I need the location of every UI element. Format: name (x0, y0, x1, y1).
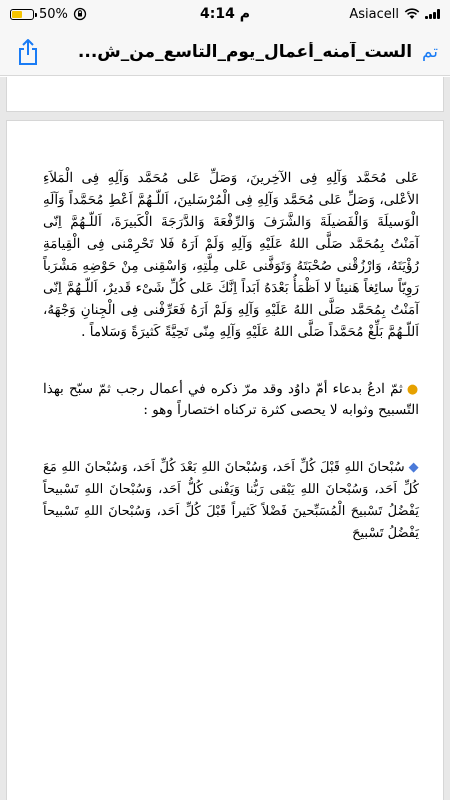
status-left (10, 7, 87, 22)
battery-fill (12, 11, 22, 18)
done-button[interactable]: تم (421, 41, 438, 62)
bullet-icon: ● (406, 382, 420, 397)
dua-paragraph: عَلى مُحَمَّد وَآلِهِ فِى الآخِرينَ، وَصَلِّ عَلى مُحَمَّد وَآلِهِ فِى الْمَلاَءِ الأعْلى، وَصَلِّ عَلى مُحَمَّد وَآلِهِ فِى الْمُرْسَلينَ، اَللّـهُمَّ اَعْطِ مُحَمَّداً وَآلَهِ الْوَسيلَةَ وَالْفَضيلَةَ وَالشَّرَفَ وَالرِّفْعَةَ وَالدَّرَجَةَ الْكَبيرَةَ، اَللّـهُمَّ اِنّى آمَنْتُ بِمُحَمَّد صَلَّى اللهُ عَلَيْهِ وَآلِهِ وَلَمْ اَرَهُ فَلا تَحْرِمْنى فِى الْقِيامَةِ رُؤْيَتَهُ، وَارْزُقْنى صُحْبَتَهُ وَتَوَفَّنى عَلى مِلَّتِهِ، وَاسْقِنى مِنْ حَوْضِهِ مَشْرَباً رَوِيّاً سائِغاً هَنيئاً لا اَظْمَأُ بَعْدَهُ اَبَداً اِنَّكَ عَلى كُلِّ شَىْء قَديرٌ، اَللّـهُمَّ اِنّى آمَنْتُ بِمُحَمَّد صَلَّى اللهُ عَلَيْهِ وَآلِهِ وَلَمْ اَرَهُ فَعَرِّفْنى فِى الْجِنانِ وَجْهَهُ، اَللّـهُمَّ بَلِّغْ مُحَمَّداً صَلَّى اللهُ عَلَيْهِ وَآلِهِ مِنّى تَحِيَّةً كَثيرَةً وَسَلاماً . (43, 170, 419, 340)
signal-icon (425, 9, 440, 19)
instruction-text: ثمّ ادعُ بدعاء أمّ داوُد وقد مرّ ذكره في أعمال رجب ثمّ سبّح بهذا التّسبيح وثوابه لا يحصى كثرة تركناه اختصاراً وهو : (43, 381, 419, 418)
bullet-icon: ◆ (408, 460, 420, 475)
document-title: الست_آمنه_أعمال_يوم_التاسع_من_ش... (77, 41, 413, 62)
share-button[interactable] (12, 34, 44, 70)
previous-page (6, 77, 444, 112)
instruction-paragraph (43, 379, 419, 421)
battery-percent: 50% (39, 6, 68, 22)
document-viewer[interactable] (0, 77, 450, 800)
wifi-icon (404, 8, 420, 20)
status-bar (0, 0, 450, 28)
nav-bar (0, 28, 450, 76)
tasbih-text: سُبْحانَ اللهِ قَبْلَ كُلِّ اَحَد، وَسُبْحانَ اللهِ بَعْدَ كُلِّ اَحَد، وَسُبْحانَ اللهِ مَعَ كُلِّ اَحَد، وَسُبْحانَ اللهِ يَبْقى رَبُّنا وَيَفْنى كُلُّ اَحَد، وَسُبْحانَ اللهِ تَسْبيحاً يَفْضُلُ تَسْبيحَ الْمُسَبِّحينَ فَضْلاً كَثيراً قَبْلَ كُلِّ اَحَد، وَسُبْحانَ اللهِ تَسْبيحاً يَفْضُلُ تَسْبيحَ (43, 460, 419, 541)
share-icon (17, 38, 39, 66)
nav-title-bar (44, 42, 438, 62)
orientation-lock-icon (73, 7, 87, 21)
battery-icon (10, 9, 34, 20)
status-time: 4:14 م (200, 6, 250, 22)
status-right (349, 7, 440, 22)
carrier-name: Asiacell (349, 6, 399, 22)
document-page (6, 120, 444, 800)
tasbih-paragraph (43, 457, 419, 545)
